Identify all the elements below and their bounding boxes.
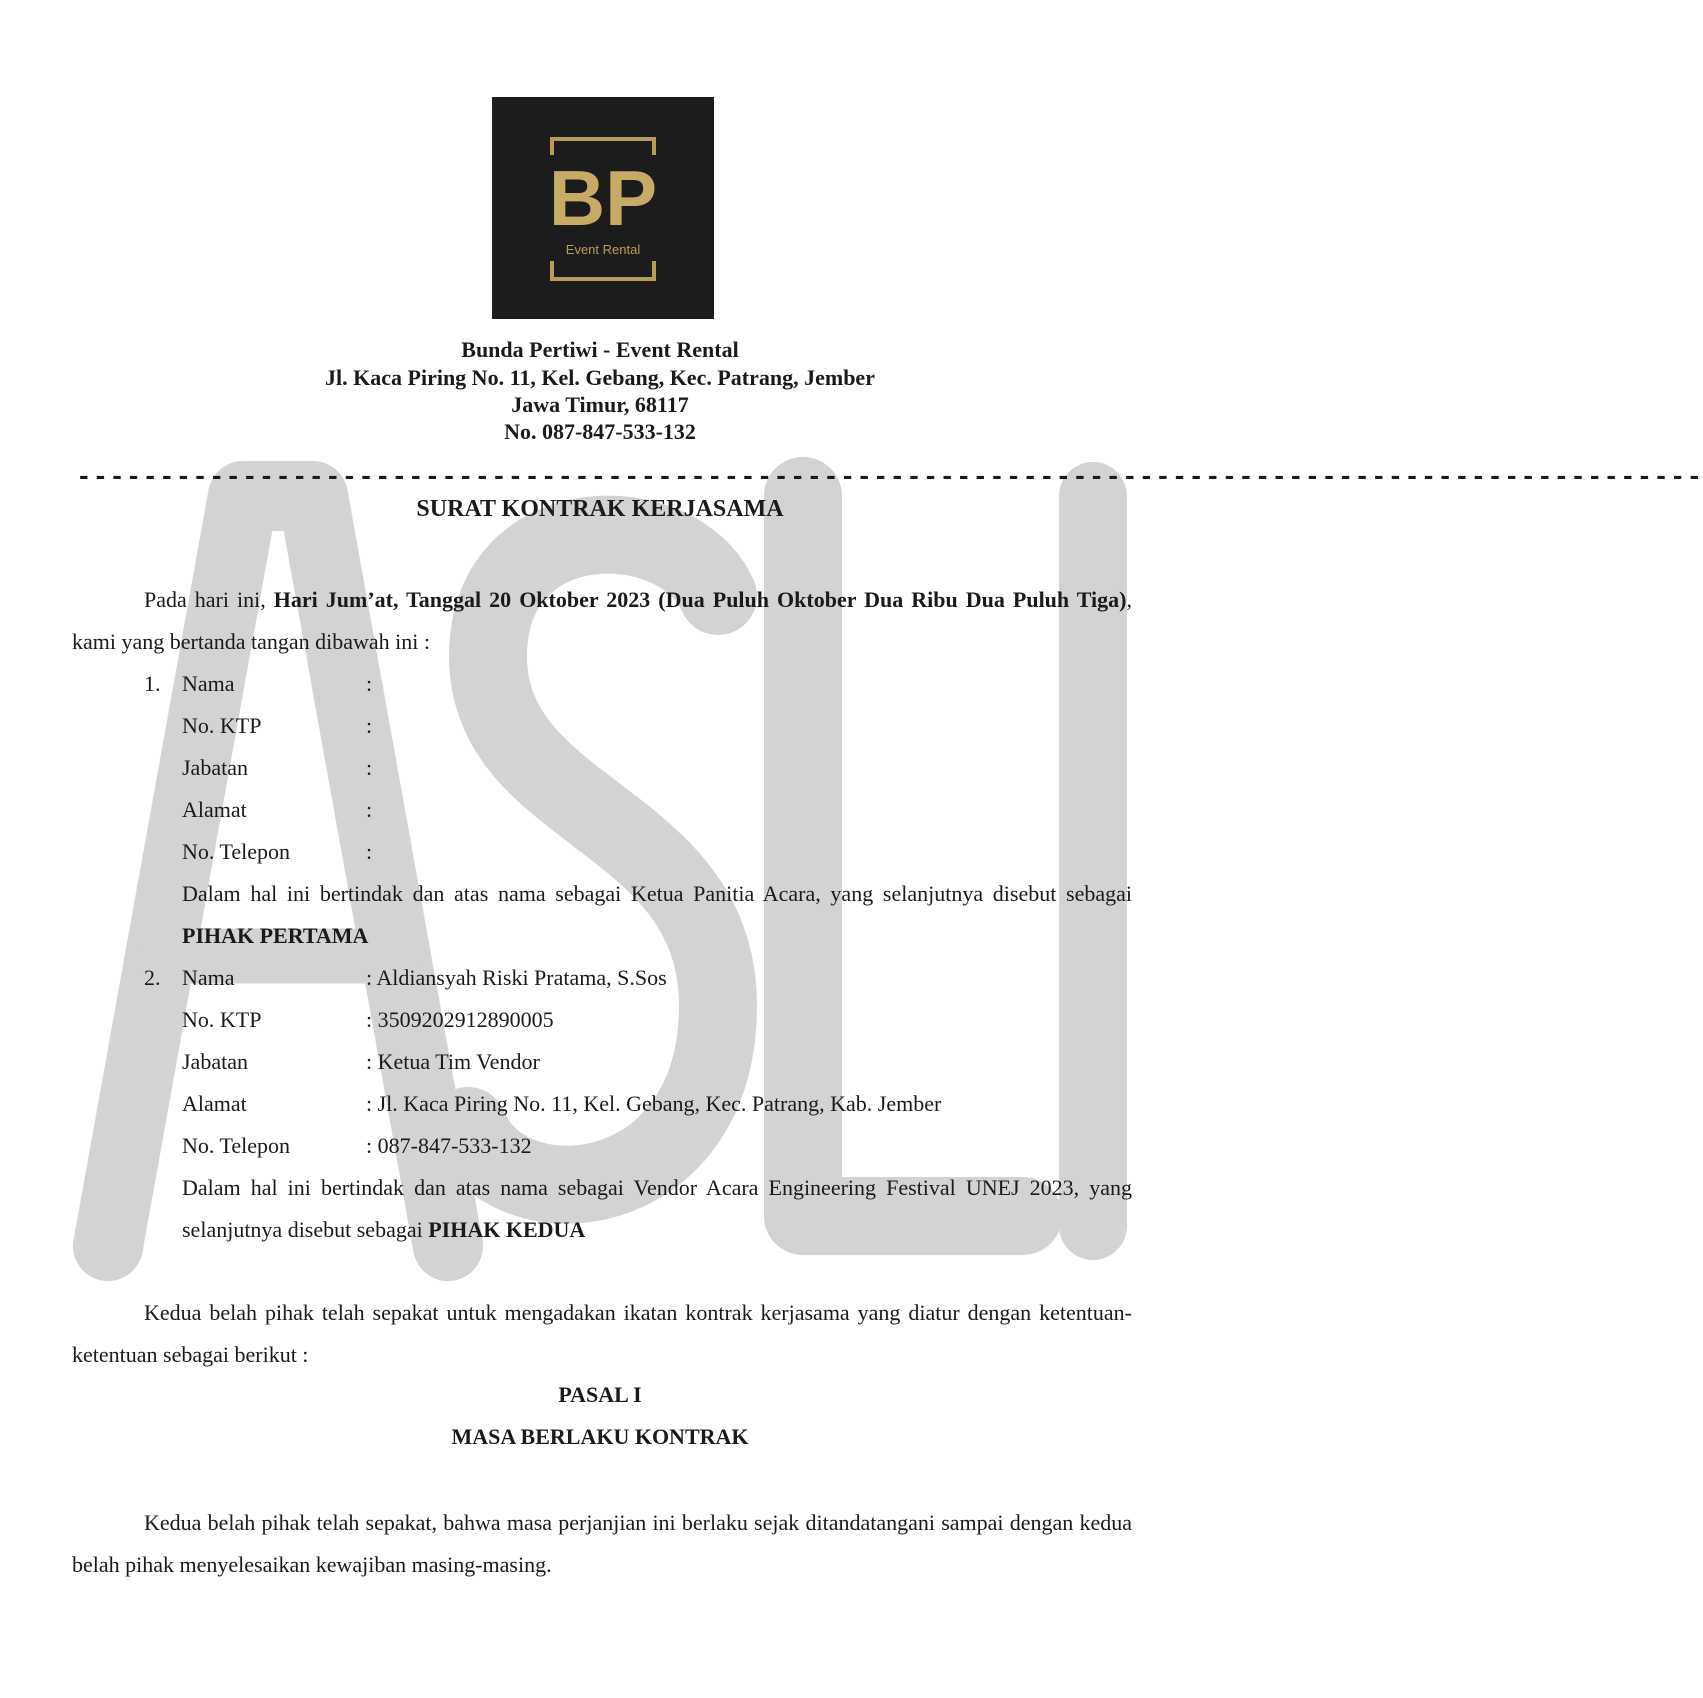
party1-number: 1. xyxy=(144,671,161,696)
party2-telepon-label: No. Telepon xyxy=(182,1133,291,1158)
party2-statement xyxy=(182,1167,1132,1251)
party2-ktp-label: No. KTP xyxy=(182,1007,262,1032)
intro-paragraph xyxy=(72,579,1132,663)
party2-ktp-value: : 3509202912890005 xyxy=(366,1007,554,1032)
pasal-body: Kedua belah pihak telah sepakat, bahwa masa perjanjian ini berlaku sejak ditandatangani sampai dengan kedua belah pihak menyelesaikan kewajiban masing-masing. xyxy=(72,1510,1132,1577)
party1-alamat-value: : xyxy=(366,797,373,822)
party2-jabatan-value: : Ketua Tim Vendor xyxy=(366,1049,540,1074)
party1-statement xyxy=(182,873,1132,957)
party1-role: PIHAK PERTAMA xyxy=(182,923,369,948)
party1-telepon-label: No. Telepon xyxy=(182,839,291,864)
company-address: Jl. Kaca Piring No. 11, Kel. Gebang, Kec. Patrang, Jember xyxy=(325,365,875,390)
pasal-heading: MASA BERLAKU KONTRAK xyxy=(451,1424,749,1449)
separator-line: -------------------------------------------------------------------------------------------------- xyxy=(76,462,1703,492)
party1-jabatan-value: : xyxy=(366,755,373,780)
company-name: Bunda Pertiwi - Event Rental xyxy=(461,337,739,362)
party2-jabatan-label: Jabatan xyxy=(182,1049,248,1074)
pasal-number: PASAL I xyxy=(558,1382,642,1407)
party1-ktp-value: : xyxy=(366,713,373,738)
intro-tail: , kami yang bertanda tangan dibawah ini : xyxy=(72,587,1132,654)
party2-number: 2. xyxy=(144,965,161,990)
intro-date: Hari Jum’at, Tanggal 20 Oktober 2023 (Dua Puluh Oktober Dua Ribu Dua Puluh Tiga) xyxy=(273,587,1127,612)
party2-name-label: Nama xyxy=(182,965,235,990)
company-logo xyxy=(492,97,714,319)
party1-alamat-label: Alamat xyxy=(182,797,247,822)
party2-alamat-label: Alamat xyxy=(182,1091,247,1116)
logo-subtitle: Event Rental xyxy=(565,242,641,257)
party1-jabatan-label: Jabatan xyxy=(182,755,248,780)
logo-letters: BP xyxy=(548,154,658,242)
party1-telepon-value: : xyxy=(366,839,373,864)
party1-name-label: Nama xyxy=(182,671,235,696)
party1-name-value: : xyxy=(366,671,373,696)
party2-role: PIHAK KEDUA xyxy=(428,1217,586,1242)
party2-name-value: : Aldiansyah Riski Pratama, S.Sos xyxy=(366,965,667,990)
company-region: Jawa Timur, 68117 xyxy=(511,392,689,417)
party2-telepon-value: : 087-847-533-132 xyxy=(366,1133,532,1158)
party1-ktp-label: No. KTP xyxy=(182,713,262,738)
party2-statement-text: Dalam hal ini bertindak dan atas nama sebagai Vendor Acara Engineering Festival UNEJ 2023, yang selanjutnya disebut sebagai xyxy=(182,1175,1132,1242)
party2-alamat-value: : Jl. Kaca Piring No. 11, Kel. Gebang, Kec. Patrang, Kab. Jember xyxy=(366,1091,942,1116)
intro-lead: Pada hari ini, xyxy=(144,587,274,612)
company-phone: No. 087-847-533-132 xyxy=(504,419,696,444)
party1-statement-text: Dalam hal ini bertindak dan atas nama sebagai Ketua Panitia Acara, yang selanjutnya disebut sebagai xyxy=(182,881,1132,906)
document-title: SURAT KONTRAK KERJASAMA xyxy=(416,496,784,522)
agreement-paragraph: Kedua belah pihak telah sepakat untuk mengadakan ikatan kontrak kerjasama yang diatur dengan ketentuan-ketentuan sebagai berikut : xyxy=(72,1300,1132,1367)
